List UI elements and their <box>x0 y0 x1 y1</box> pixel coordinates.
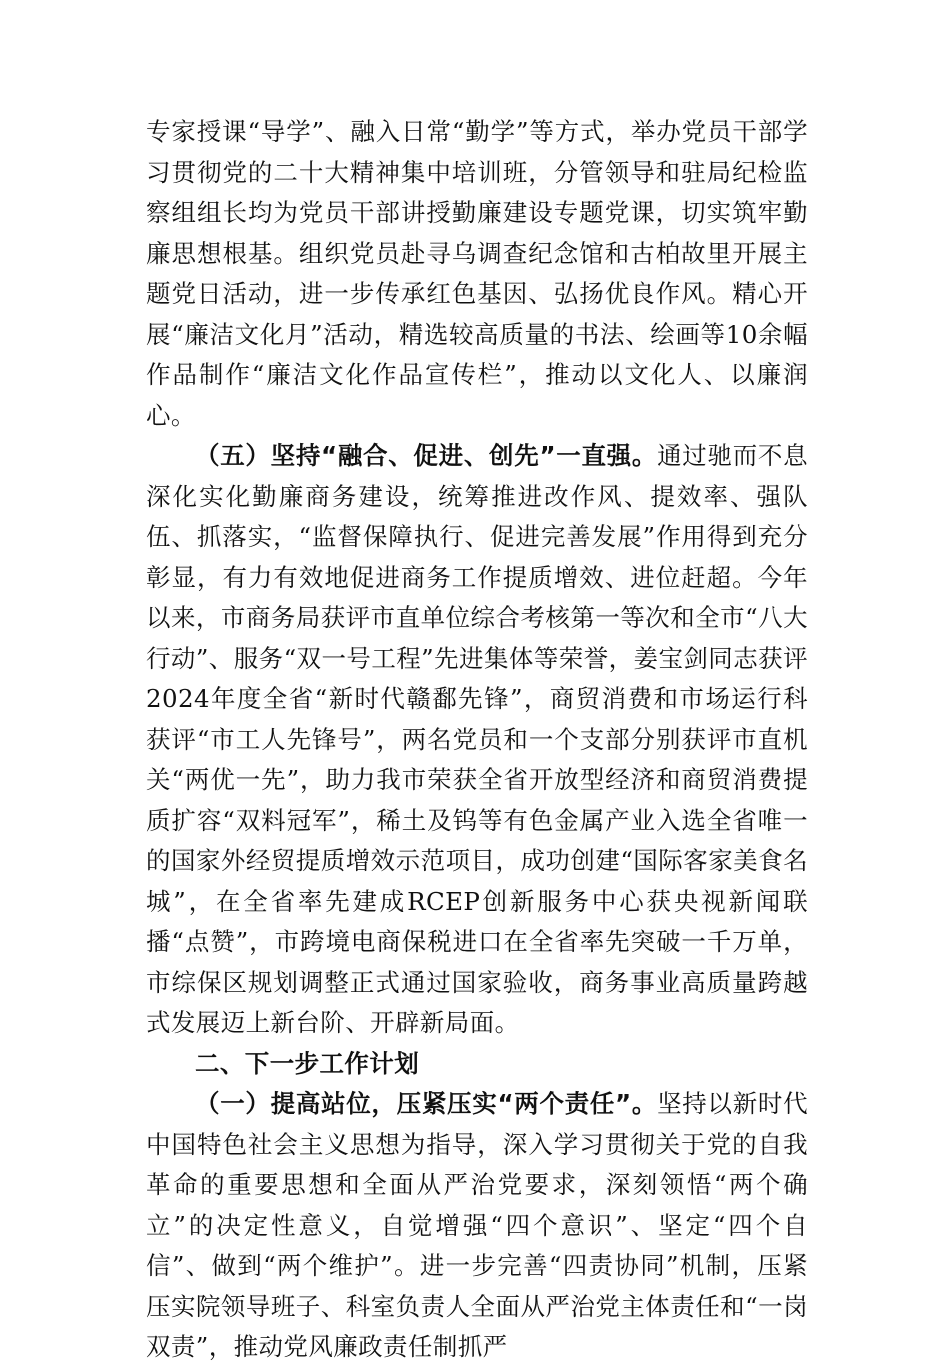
paragraph-study-and-culture: 专家授课“导学”、融入日常“勤学”等方式，举办党员干部学习贯彻党的二十大精神集中培训班，分管领导和驻局纪检监察组组长均为党员干部讲授勤廉建设专题党课，切实筑牢勤廉思想根基。组织党员赴寻乌调查纪念馆和古柏故里开展主题党日活动，进一步传承红色基因、弘扬优良作风。精心开展“廉洁文化月”活动，精选较高质量的书法、绘画等10余幅作品制作“廉洁文化作品宣传栏”，推动以文化人、以廉润心。 <box>146 117 808 430</box>
plan-one-heading: （一）提高站位，压紧压实“两个责任”。 <box>195 1089 658 1118</box>
paragraph-section-five <box>146 436 808 1044</box>
section-five-body: 通过驰而不息深化实化勤廉商务建设，统筹推进改作风、提效率、强队伍、抓落实，“监督保障执行、促进完善发展”作用得到充分彰显，有力有效地促进商务工作提质增效、进位赶超。今年以来，市商务局获评市直单位综合考核第一等次和全市“八大行动”、服务“双一号工程”先进集体等荣誉，姜宝剑同志获评2024年度全省“新时代赣鄱先锋”，商贸消费和市场运行科获评“市工人先锋号”，两名党员和一个支部分别获评市直机关“两优一先”，助力我市荣获全省开放型经济和商贸消费提质扩容“双料冠军”，稀土及钨等有色金属产业入选全省唯一的国家外经贸提质增效示范项目，成功创建“国际客家美食名城”，在全省率先建成RCEP创新服务中心获央视新闻联播“点赞”，市跨境电商保税进口在全省率先突破一千万单，市综保区规划调整正式通过国家验收，商务事业高质量跨越式发展迈上新台阶、开辟新局面。 <box>146 441 808 1037</box>
section-five-heading: （五）坚持“融合、促进、创先”一直强。 <box>195 441 658 470</box>
paragraph-plan-one <box>146 1084 808 1368</box>
plan-one-body: 坚持以新时代中国特色社会主义思想为指导，深入学习贯彻关于党的自我革命的重要思想和全面从严治党要求，深刻领悟“两个确立”的决定性意义，自觉增强“四个意识”、坚定“四个自信”、做到“两个维护”。进一步完善“四责协同”机制，压紧压实院领导班子、科室负责人全面从严治党主体责任和“一岗双责”，推动党风廉政责任制抓严 <box>146 1089 808 1361</box>
heading-next-step-plan: 二、下一步工作计划 <box>195 1048 420 1078</box>
document-body <box>146 112 808 1368</box>
